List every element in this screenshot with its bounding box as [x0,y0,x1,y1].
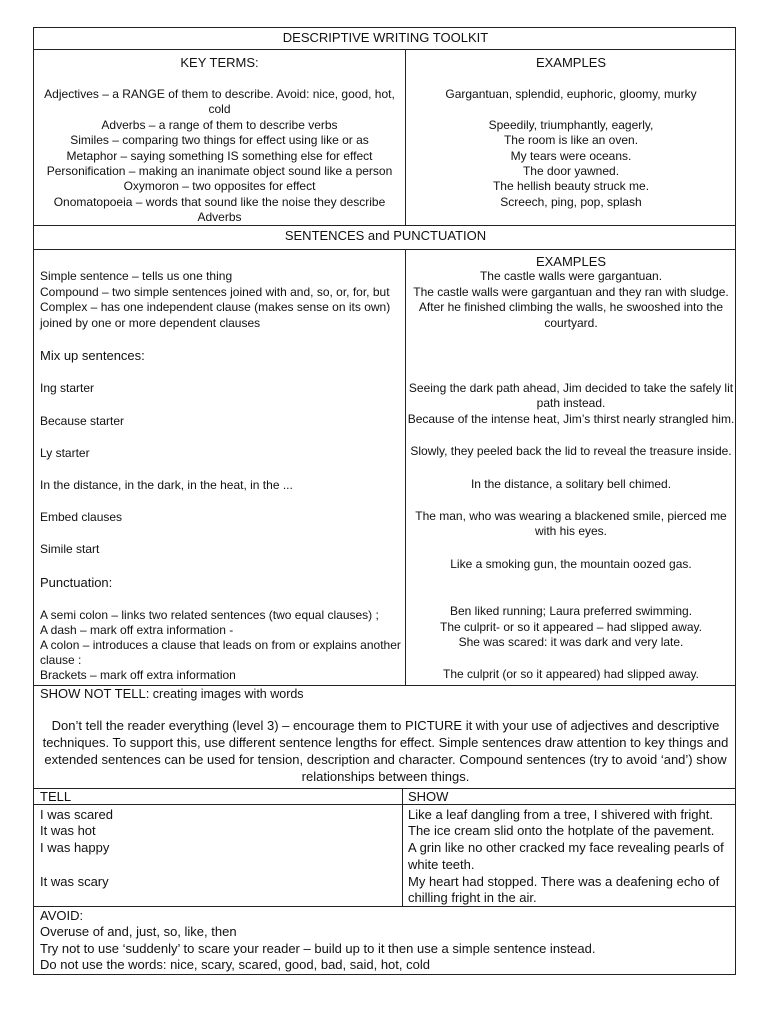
key-example-line: Speedily, triumphantly, eagerly, [488,118,654,132]
punctuation-line: Brackets – mark off extra information [40,668,236,682]
tell-heading: TELL [40,789,72,804]
mix-example: Slowly, they peeled back the lid to reveal the treasure inside. [410,444,732,458]
tell-item: It was hot [40,823,96,838]
key-term-line: Personification – making an inanimate object sound like a person [46,164,393,178]
mix-label: Simile start [40,542,100,556]
key-terms-heading: KEY TERMS: [180,55,259,70]
mix-example: In the distance, a solitary bell chimed. [470,477,672,491]
show-heading: SHOW [408,789,449,804]
mix-label: In the distance, in the dark, in the heat, in the ... [40,478,293,492]
sentence-example-line: The castle walls were gargantuan and they ran with sludge. [413,285,729,299]
key-term-line: Oxymoron – two opposites for effect [123,179,316,193]
column-divider [402,788,403,906]
key-example-line: Screech, ping, pop, splash [500,195,642,209]
sentence-example-line: courtyard. [544,316,598,330]
row-divider [34,49,735,50]
tell-item: I was scared [40,807,113,822]
show-not-tell-paragraph: Don’t tell the reader everything (level 3) – encourage them to PICTURE it with your use of adjectives and descriptive [51,718,720,733]
row-divider [34,906,735,907]
avoid-line: Overuse of and, just, so, like, then [40,924,237,939]
sentences-heading: SENTENCES and PUNCTUATION [284,228,487,243]
key-term-line: Adjectives – a RANGE of them to describe. Avoid: nice, good, hot, [44,87,395,101]
key-term-line: Adverbs – a range of them to describe verbs [101,118,338,132]
mix-example: The man, who was wearing a blackened smile, pierced me [415,509,727,523]
mix-up-heading: Mix up sentences: [40,348,145,363]
avoid-line: Do not use the words: nice, scary, scared, good, bad, said, hot, cold [40,957,430,972]
sentence-type-line: Complex – has one independent clause (makes sense on its own) [40,300,391,314]
page-title: DESCRIPTIVE WRITING TOOLKIT [282,30,489,45]
key-term-line: cold [208,102,231,116]
sentence-type-line: Compound – two simple sentences joined with and, so, or, for, but [40,285,390,299]
mix-label: Because starter [40,414,125,428]
sentence-example-line: The castle walls were gargantuan. [479,269,663,283]
punctuation-line: A dash – mark off extra information - [40,623,234,637]
punctuation-heading: Punctuation: [40,575,113,590]
row-divider [34,249,735,250]
punctuation-line: A semi colon – links two related sentences (two equal clauses) ; [40,608,379,622]
row-divider [34,804,735,805]
show-not-tell-title: SHOW NOT TELL: [40,686,150,701]
key-example-line: The hellish beauty struck me. [492,179,650,193]
show-not-tell-heading [40,686,304,702]
show-not-tell-paragraph: techniques. To support this, use different sentence lengths for effect. Simple sentences draw attention to key things and [42,735,729,750]
show-item: My heart had stopped. There was a deafening echo of [408,874,720,889]
show-not-tell-paragraph: relationships between things. [301,769,470,784]
show-item: The ice cream slid onto the hotplate of the pavement. [408,823,715,838]
punctuation-line: clause : [40,653,82,667]
punctuation-example: The culprit- or so it appeared – had slipped away. [440,620,702,634]
show-not-tell-paragraph: extended sentences can be used for tension, description and character. Compound sentences (try to avoid ‘and’) show [44,752,727,767]
key-term-line: Adverbs [197,210,242,224]
key-examples-heading: EXAMPLES [535,55,607,70]
punctuation-example: The culprit (or so it appeared) had slipped away. [443,667,699,681]
key-example-line: The door yawned. [522,164,620,178]
key-example-line: The room is like an oven. [503,133,639,147]
key-example-line: Gargantuan, splendid, euphoric, gloomy, murky [445,87,697,101]
sentence-examples-heading: EXAMPLES [535,254,607,269]
tell-item: I was happy [40,840,110,855]
key-term-line: Onomatopoeia – words that sound like the noise they describe [53,195,386,209]
key-term-line: Similes – comparing two things for effect using like or as [70,133,369,147]
key-example-line: My tears were oceans. [510,149,632,163]
mix-example: path instead. [536,396,606,410]
key-term-line: Metaphor – saying something IS something else for effect [66,149,373,163]
punctuation-example: She was scared: it was dark and very late. [458,635,684,649]
row-divider [34,788,735,789]
sentence-type-line: Simple sentence – tells us one thing [40,269,233,283]
mix-label: Ly starter [40,446,90,460]
mix-example: Seeing the dark path ahead, Jim decided to take the safely lit [408,381,734,395]
avoid-heading: AVOID: [40,908,84,923]
show-item: Like a leaf dangling from a tree, I shivered with fright. [408,807,713,822]
punctuation-line: A colon – introduces a clause that leads on from or explains another [40,638,401,652]
mix-example: Because of the intense heat, Jim’s thirst nearly strangled him. [407,412,735,426]
avoid-line: Try not to use ‘suddenly’ to scare your reader – build up to it then use a simple sentence instead. [40,941,596,956]
mix-example: Like a smoking gun, the mountain oozed gas. [450,557,692,571]
mix-example: with his eyes. [534,524,608,538]
sentence-example-line: After he finished climbing the walls, he swooshed into the [418,300,724,314]
sentence-type-line: joined by one or more dependent clauses [40,316,261,330]
toolkit-table [33,27,736,975]
mix-label: Embed clauses [40,510,123,524]
show-item: A grin like no other cracked my face revealing pearls of [408,840,724,855]
show-item: white teeth. [408,857,475,872]
show-item: chilling fright in the air. [408,890,537,905]
tell-item: It was scary [40,874,109,889]
punctuation-example: Ben liked running; Laura preferred swimming. [449,604,693,618]
mix-label: Ing starter [40,381,95,395]
show-not-tell-subtitle: creating images with words [149,687,304,701]
